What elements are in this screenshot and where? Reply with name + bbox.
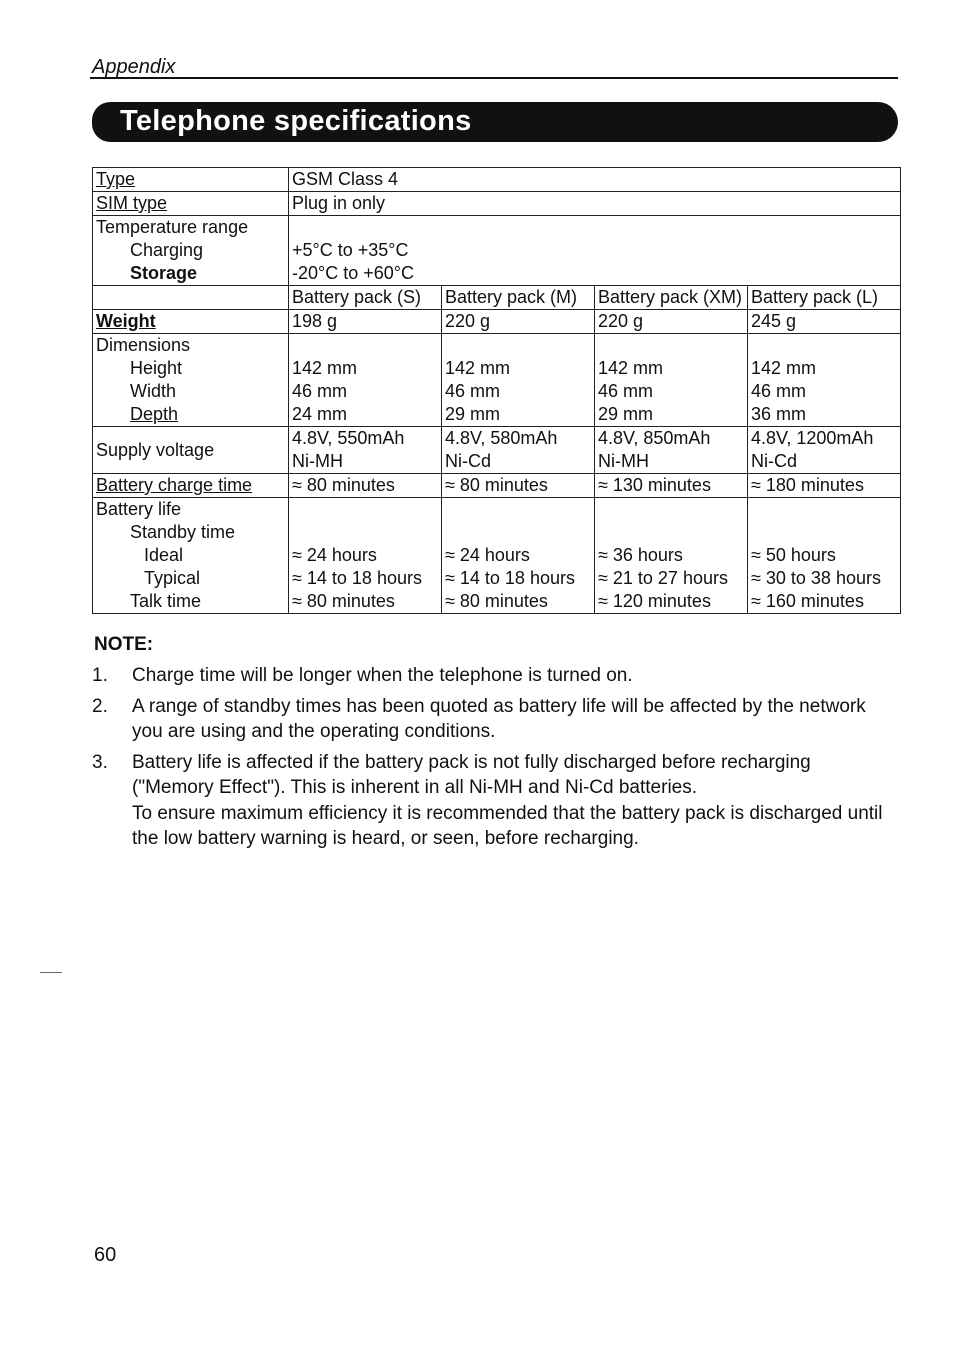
height-value: 142 mm xyxy=(751,358,817,378)
dimensions-pack-s xyxy=(289,334,442,427)
depth-value: 36 mm xyxy=(751,404,807,424)
spec-table xyxy=(92,167,901,614)
charge-time-label: Battery charge time xyxy=(93,474,289,498)
ideal-value: ≈ 24 hours xyxy=(292,545,377,565)
title-banner xyxy=(92,102,898,142)
supply-pack-s xyxy=(289,427,442,474)
charge-time-value: ≈ 80 minutes xyxy=(442,474,595,498)
chemistry-value: Ni-MH xyxy=(598,451,649,471)
note-text: A range of standby times has been quoted as battery life will be affected by the network you are using and the operating conditions. xyxy=(132,695,866,742)
dimensions-pack-xm xyxy=(595,334,748,427)
typical-value: ≈ 21 to 27 hours xyxy=(598,568,728,588)
supply-pack-l xyxy=(748,427,901,474)
row-pack-headers xyxy=(93,286,901,310)
note-text: Battery life is affected if the battery pack is not fully discharged before recharging ("Memory Effect"). This is inherent in all Ni-MH and Ni-Cd batteries. xyxy=(132,751,811,798)
storage-value: -20°C to +60°C xyxy=(292,263,414,283)
dimensions-label: Dimensions xyxy=(96,335,191,355)
depth-label: Depth xyxy=(130,404,179,424)
page-title: Telephone specifications xyxy=(120,105,472,137)
height-label: Height xyxy=(130,358,183,378)
weight-value: 220 g xyxy=(595,310,748,334)
row-sim xyxy=(93,192,901,216)
typical-value: ≈ 14 to 18 hours xyxy=(292,568,422,588)
battery-life-label: Battery life xyxy=(96,499,182,519)
dimension-labels xyxy=(93,334,289,427)
battery-life-labels xyxy=(93,498,289,614)
row-supply xyxy=(93,427,901,474)
note-text: Charge time will be longer when the telephone is turned on. xyxy=(132,665,633,686)
header-rule xyxy=(90,77,898,79)
weight-value: 245 g xyxy=(748,310,901,334)
section-label: Appendix xyxy=(92,56,176,78)
pack-header-m: Battery pack (M) xyxy=(442,286,595,310)
talk-time-label: Talk time xyxy=(130,591,202,611)
battery-life-pack-s xyxy=(289,498,442,614)
note-number: 3. xyxy=(92,751,108,773)
ideal-value: ≈ 36 hours xyxy=(598,545,683,565)
type-label: Type xyxy=(93,168,289,192)
temperature-label: Temperature range xyxy=(96,217,249,237)
width-value: 46 mm xyxy=(445,381,501,401)
type-value: GSM Class 4 xyxy=(289,168,901,192)
typical-value: ≈ 14 to 18 hours xyxy=(445,568,575,588)
row-type xyxy=(93,168,901,192)
talk-time-value: ≈ 80 minutes xyxy=(292,591,395,611)
pack-header-xm: Battery pack (XM) xyxy=(595,286,748,310)
charge-time-value: ≈ 80 minutes xyxy=(289,474,442,498)
weight-value: 220 g xyxy=(442,310,595,334)
temperature-labels xyxy=(93,216,289,286)
talk-time-value: ≈ 120 minutes xyxy=(598,591,711,611)
scan-mark xyxy=(40,972,62,973)
typical-value: ≈ 30 to 38 hours xyxy=(751,568,881,588)
note-heading: NOTE: xyxy=(94,634,154,655)
talk-time-value: ≈ 160 minutes xyxy=(751,591,864,611)
sim-label: SIM type xyxy=(93,192,289,216)
height-value: 142 mm xyxy=(292,358,358,378)
row-dimensions xyxy=(93,334,901,427)
voltage-value: 4.8V, 850mAh xyxy=(598,428,711,448)
chemistry-value: Ni-Cd xyxy=(445,451,492,471)
note-number: 1. xyxy=(92,665,108,686)
row-battery-life xyxy=(93,498,901,614)
supply-pack-m xyxy=(442,427,595,474)
charging-label: Charging xyxy=(130,240,204,260)
battery-life-pack-m xyxy=(442,498,595,614)
width-value: 46 mm xyxy=(292,381,348,401)
ideal-value: ≈ 24 hours xyxy=(445,545,530,565)
battery-life-pack-xm xyxy=(595,498,748,614)
height-value: 142 mm xyxy=(598,358,664,378)
battery-life-pack-l xyxy=(748,498,901,614)
row-temperature xyxy=(93,216,901,286)
storage-label: Storage xyxy=(130,263,198,283)
charge-time-value: ≈ 180 minutes xyxy=(748,474,901,498)
notes-list xyxy=(92,663,892,857)
pack-header-l: Battery pack (L) xyxy=(748,286,901,310)
dimensions-pack-m xyxy=(442,334,595,427)
supply-label: Supply voltage xyxy=(93,427,289,474)
row-weight xyxy=(93,310,901,334)
standby-label: Standby time xyxy=(130,522,236,542)
row-charge-time xyxy=(93,474,901,498)
chemistry-value: Ni-MH xyxy=(292,451,343,471)
talk-time-value: ≈ 80 minutes xyxy=(445,591,548,611)
dimensions-pack-l xyxy=(748,334,901,427)
charge-time-value: ≈ 130 minutes xyxy=(595,474,748,498)
voltage-value: 4.8V, 1200mAh xyxy=(751,428,874,448)
ideal-label: Ideal xyxy=(144,545,184,565)
height-value: 142 mm xyxy=(445,358,511,378)
chemistry-value: Ni-Cd xyxy=(751,451,798,471)
note-text-continued: To ensure maximum efficiency it is recommended that the battery pack is discharged until the low battery warning is heard, or seen, before recharging. xyxy=(132,802,883,849)
voltage-value: 4.8V, 550mAh xyxy=(292,428,405,448)
depth-value: 24 mm xyxy=(292,404,348,424)
weight-value: 198 g xyxy=(289,310,442,334)
weight-label: Weight xyxy=(93,310,289,334)
ideal-value: ≈ 50 hours xyxy=(751,545,836,565)
voltage-value: 4.8V, 580mAh xyxy=(445,428,558,448)
sim-value: Plug in only xyxy=(289,192,901,216)
width-label: Width xyxy=(130,381,177,401)
page-number: 60 xyxy=(94,1244,117,1266)
depth-value: 29 mm xyxy=(445,404,501,424)
note-item xyxy=(92,663,892,689)
width-value: 46 mm xyxy=(598,381,654,401)
temperature-values xyxy=(289,216,901,286)
depth-value: 29 mm xyxy=(598,404,654,424)
note-number: 2. xyxy=(92,695,108,717)
supply-pack-xm xyxy=(595,427,748,474)
note-item xyxy=(92,694,892,745)
note-item xyxy=(92,750,892,852)
charging-value: +5°C to +35°C xyxy=(292,240,409,260)
pack-header-s: Battery pack (S) xyxy=(289,286,442,310)
width-value: 46 mm xyxy=(751,381,807,401)
typical-label: Typical xyxy=(144,568,201,588)
